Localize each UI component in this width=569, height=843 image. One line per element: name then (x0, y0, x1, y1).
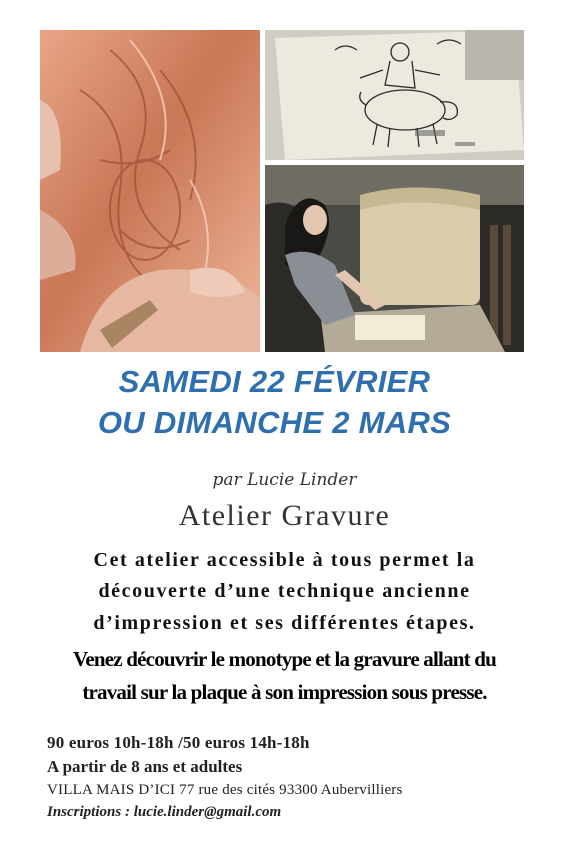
copper-engraving-photo (40, 30, 260, 352)
event-date-line-2: OU DIMANCHE 2 MARS (97, 405, 452, 440)
event-date-line-1: SAMEDI 22 FÉVRIER (118, 364, 431, 399)
description-line-4: Venez découvrir le monotype et la gravure allant du (72, 647, 497, 671)
description-line-2: découverte d’une technique ancienne (98, 580, 471, 602)
printing-press-photo (265, 165, 524, 352)
address-info: VILLA MAIS D’ICI 77 rue des cités 93300 Aubervilliers (47, 782, 403, 798)
inscriptions-contact: Inscriptions : lucie.linder@gmail.com (47, 804, 282, 820)
page-title: Atelier Gravure (178, 499, 391, 532)
price-info: 90 euros 10h-18h /50 euros 14h-18h (47, 733, 310, 752)
age-info: A partir de 8 ans et adultes (47, 757, 243, 776)
engraving-print-photo (265, 30, 524, 160)
description-line-3: d’impression et ses différentes étapes. (93, 612, 476, 634)
description-line-5: travail sur la plaque à son impression sous presse. (82, 680, 487, 704)
description-line-1: Cet atelier accessible à tous permet la (93, 549, 476, 571)
byline: par Lucie Linder (212, 470, 357, 490)
